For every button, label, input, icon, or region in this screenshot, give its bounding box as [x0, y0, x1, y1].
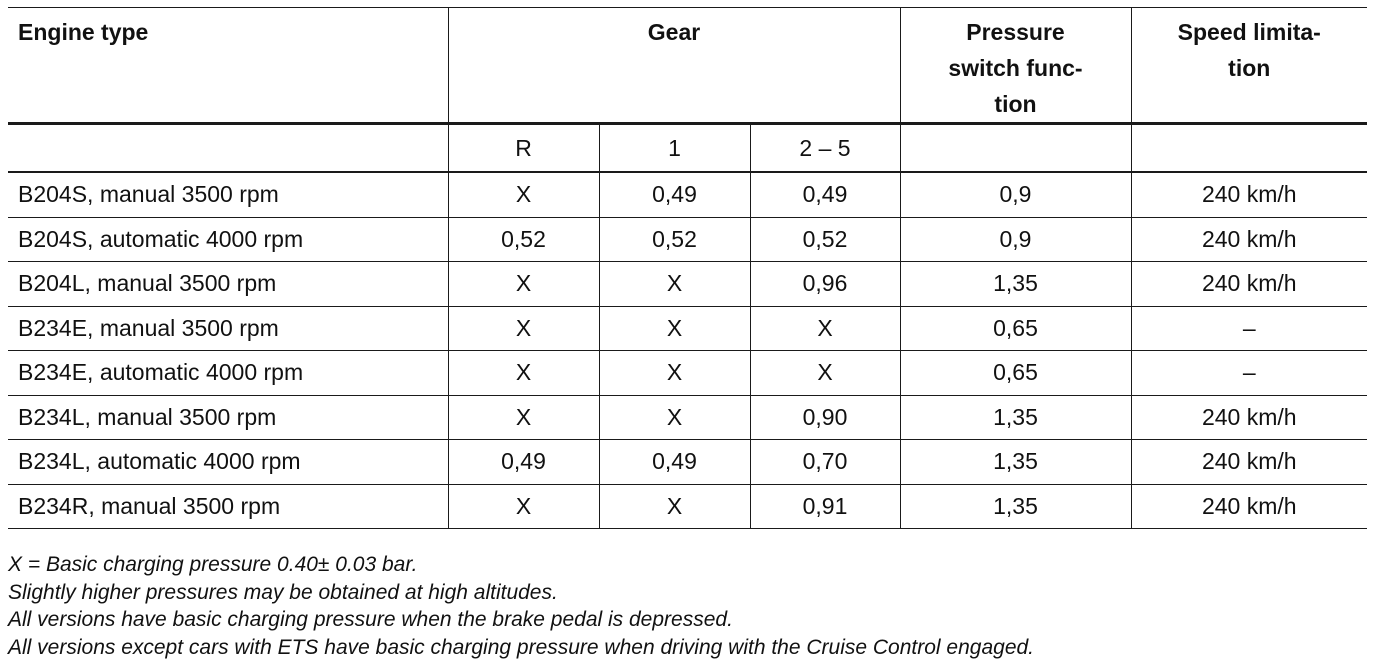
pressure-switch-cell: 0,9 [900, 217, 1131, 262]
footnotes [8, 551, 1368, 661]
footnote: All versions have basic charging pressure when the brake pedal is depressed. [8, 608, 733, 631]
gear-2-5-cell: X [750, 351, 900, 396]
pressure-switch-cell: 0,65 [900, 306, 1131, 351]
header-row [8, 8, 1367, 124]
speed-limitation-header-line: Speed limita- [1177, 19, 1321, 45]
pressure-switch-header-line: tion [994, 91, 1037, 117]
table-row [8, 217, 1367, 262]
pressure-switch-header [900, 8, 1131, 124]
empty-cell [900, 124, 1131, 173]
empty-cell [1131, 124, 1367, 173]
gear-1-cell: X [599, 484, 750, 529]
engine-type-header: Engine type [8, 8, 448, 124]
gear-subheader-row [8, 124, 1367, 173]
engine-type-cell: B234E, manual 3500 rpm [8, 306, 448, 351]
gear-r-cell: X [448, 172, 599, 217]
gear-1-header: 1 [599, 124, 750, 173]
speed-limitation-cell: 240 km/h [1131, 484, 1367, 529]
gear-r-cell: 0,49 [448, 440, 599, 485]
gear-r-cell: X [448, 351, 599, 396]
charging-pressure-table [8, 7, 1367, 529]
pressure-switch-cell: 1,35 [900, 395, 1131, 440]
table-body [8, 172, 1367, 529]
table-row [8, 395, 1367, 440]
gear-2-5-cell: 0,96 [750, 262, 900, 307]
speed-limitation-header-line: tion [1228, 55, 1271, 81]
table-row [8, 440, 1367, 485]
engine-type-cell: B204S, manual 3500 rpm [8, 172, 448, 217]
speed-limitation-cell: 240 km/h [1131, 217, 1367, 262]
gear-2-5-header: 2 – 5 [750, 124, 900, 173]
gear-2-5-cell: 0,90 [750, 395, 900, 440]
table-row [8, 172, 1367, 217]
pressure-switch-header-line: Pressure [966, 19, 1065, 45]
gear-r-header: R [448, 124, 599, 173]
engine-type-cell: B204L, manual 3500 rpm [8, 262, 448, 307]
gear-r-cell: X [448, 395, 599, 440]
speed-limitation-cell: 240 km/h [1131, 395, 1367, 440]
engine-type-cell: B234L, automatic 4000 rpm [8, 440, 448, 485]
pressure-switch-cell: 1,35 [900, 440, 1131, 485]
table-row [8, 262, 1367, 307]
gear-r-cell: X [448, 484, 599, 529]
pressure-switch-header-line: switch func- [948, 55, 1083, 81]
speed-limitation-cell: 240 km/h [1131, 262, 1367, 307]
speed-limitation-cell: 240 km/h [1131, 440, 1367, 485]
engine-type-cell: B234E, automatic 4000 rpm [8, 351, 448, 396]
gear-header: Gear [448, 8, 900, 124]
engine-type-cell: B204S, automatic 4000 rpm [8, 217, 448, 262]
pressure-switch-cell: 1,35 [900, 262, 1131, 307]
table-row [8, 484, 1367, 529]
engine-type-cell: B234L, manual 3500 rpm [8, 395, 448, 440]
footnote: All versions except cars with ETS have basic charging pressure when driving with the Cruise Control engaged. [8, 635, 1035, 659]
engine-type-cell: B234R, manual 3500 rpm [8, 484, 448, 529]
empty-cell [8, 124, 448, 173]
gear-1-cell: X [599, 351, 750, 396]
speed-limitation-cell: 240 km/h [1131, 172, 1367, 217]
gear-2-5-cell: 0,49 [750, 172, 900, 217]
gear-1-cell: 0,49 [599, 440, 750, 485]
speed-limitation-cell: – [1131, 306, 1367, 351]
gear-1-cell: 0,52 [599, 217, 750, 262]
gear-1-cell: X [599, 262, 750, 307]
gear-1-cell: X [599, 395, 750, 440]
gear-2-5-cell: X [750, 306, 900, 351]
speed-limitation-header [1131, 8, 1367, 124]
pressure-switch-cell: 1,35 [900, 484, 1131, 529]
gear-2-5-cell: 0,52 [750, 217, 900, 262]
footnote: Slightly higher pressures may be obtained at high altitudes. [8, 580, 558, 604]
gear-1-cell: X [599, 306, 750, 351]
gear-1-cell: 0,49 [599, 172, 750, 217]
pressure-switch-cell: 0,9 [900, 172, 1131, 217]
table-row [8, 351, 1367, 396]
gear-r-cell: 0,52 [448, 217, 599, 262]
table-row [8, 306, 1367, 351]
gear-2-5-cell: 0,91 [750, 484, 900, 529]
speed-limitation-cell: – [1131, 351, 1367, 396]
footnote: X = Basic charging pressure 0.40± 0.03 bar. [8, 553, 418, 576]
gear-r-cell: X [448, 262, 599, 307]
pressure-switch-cell: 0,65 [900, 351, 1131, 396]
gear-2-5-cell: 0,70 [750, 440, 900, 485]
gear-r-cell: X [448, 306, 599, 351]
